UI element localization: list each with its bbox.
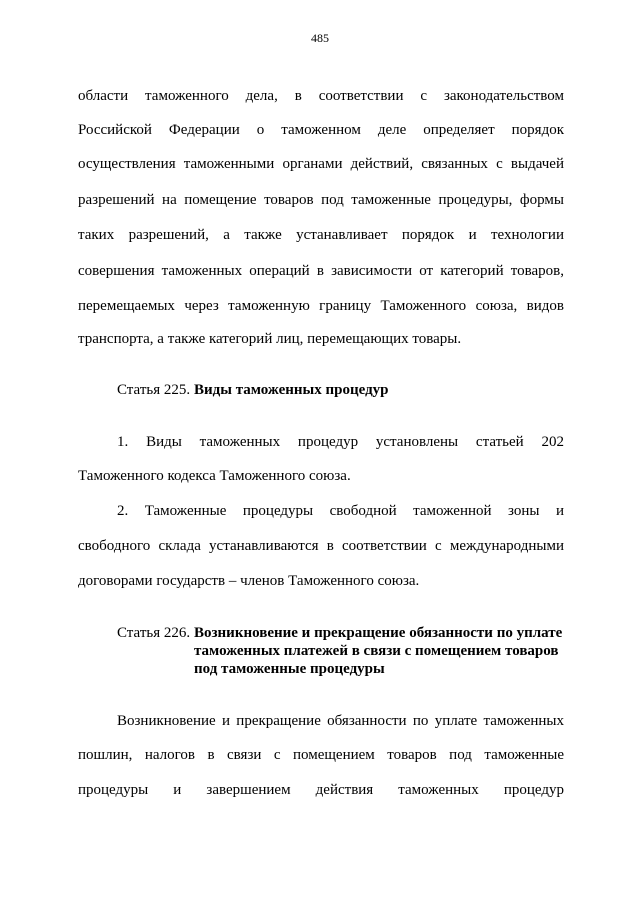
text-line: Возникновение и прекращение обязанности по уплате таможенных [117, 713, 564, 729]
text-line: процедуры и завершением действия таможенных процедур [78, 782, 564, 798]
text-line: 1. Виды таможенных процедур установлены статьей 202 [117, 434, 564, 450]
article-title-line: Возникновение и прекращение обязанности по уплате [194, 625, 563, 641]
text-line: перемещаемых через таможенную границу Таможенного союза, видов [78, 298, 564, 314]
text-line: Таможенного кодекса Таможенного союза. [78, 468, 351, 484]
text-line: совершения таможенных операций в зависимости от категорий товаров, [78, 263, 564, 279]
text-line: разрешений на помещение товаров под таможенные процедуры, формы [78, 192, 564, 208]
text-line: осуществления таможенными органами действий, связанных с выдачей [78, 156, 564, 172]
article-label: Статья 225. [117, 382, 191, 398]
text-line: пошлин, налогов в связи с помещением товаров под таможенные [78, 747, 564, 763]
article-label: Статья 226. [117, 625, 191, 641]
page-number: 485 [311, 31, 329, 45]
article-title-line: таможенных платежей в связи с помещением товаров [194, 643, 559, 659]
text-line: таких разрешений, а также устанавливает порядок и технологии [78, 227, 564, 243]
text-line: свободного склада устанавливаются в соответствии с международными [78, 538, 564, 554]
text-line: области таможенного дела, в соответствии с законодательством [78, 88, 564, 104]
text-line: договорами государств – членов Таможенного союза. [78, 573, 420, 589]
article-title: Виды таможенных процедур [194, 382, 389, 398]
article-title-line: под таможенные процедуры [194, 661, 385, 677]
text-line: 2. Таможенные процедуры свободной таможенной зоны и [117, 503, 564, 519]
text-line: транспорта, а также категорий лиц, перемещающих товары. [78, 331, 462, 347]
text-line: Российской Федерации о таможенном деле определяет порядок [78, 122, 564, 138]
